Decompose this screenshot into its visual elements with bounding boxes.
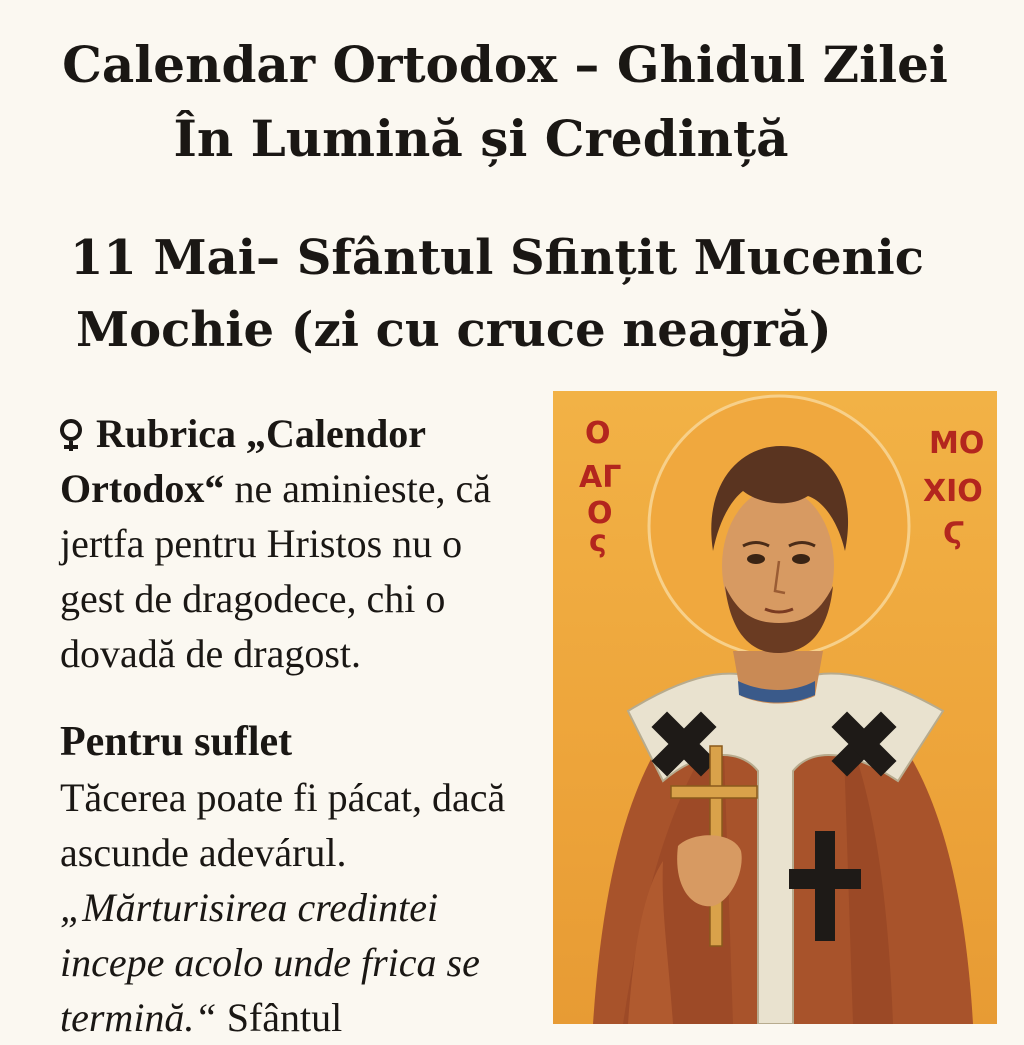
venus-icon <box>60 419 82 449</box>
feast-heading-line-2: Mochie (zi cu cruce neagră) <box>76 302 832 358</box>
inscription-left-1: Ο <box>585 416 611 451</box>
inscription-right-3: Ϛ <box>943 516 966 551</box>
inscription-right-2: ΧΙΟ <box>923 474 983 509</box>
section-heading: Pentru suflet <box>60 719 293 765</box>
quote-text: „Mărturisirea credintei incepe acolo unde frica se termină.“ <box>60 885 480 1040</box>
feast-heading-line-1: 11 Mai– Sfântul Sfințit Mucenic <box>70 230 924 286</box>
inscription-left-2: ΑΓ <box>579 460 622 495</box>
quote-tail: Sfântul <box>216 995 343 1040</box>
page-title-line-2: În Lumină și Credință <box>173 109 789 168</box>
inscription-right-1: ΜΟ <box>929 426 985 461</box>
saint-icon-image <box>553 391 997 1024</box>
intro-paragraph <box>60 406 530 681</box>
intro-rest: ne aminieste, că jertfa pentru Hristos nu o gest de dragodece, chi o dovadă de dragost. <box>60 466 491 676</box>
intro-bold: Rubrica „Calendor Ortodox“ <box>60 411 426 511</box>
inscription-left-4: ς <box>589 524 607 559</box>
inscription-left-3: Ο <box>587 496 613 531</box>
quote-paragraph <box>60 880 530 1045</box>
section-body: Tăcerea poate fi pácat, dacă ascunde adevárul. <box>60 775 506 875</box>
page-title-line-1: Calendar Ortodox – Ghidul Zilei <box>62 35 948 94</box>
